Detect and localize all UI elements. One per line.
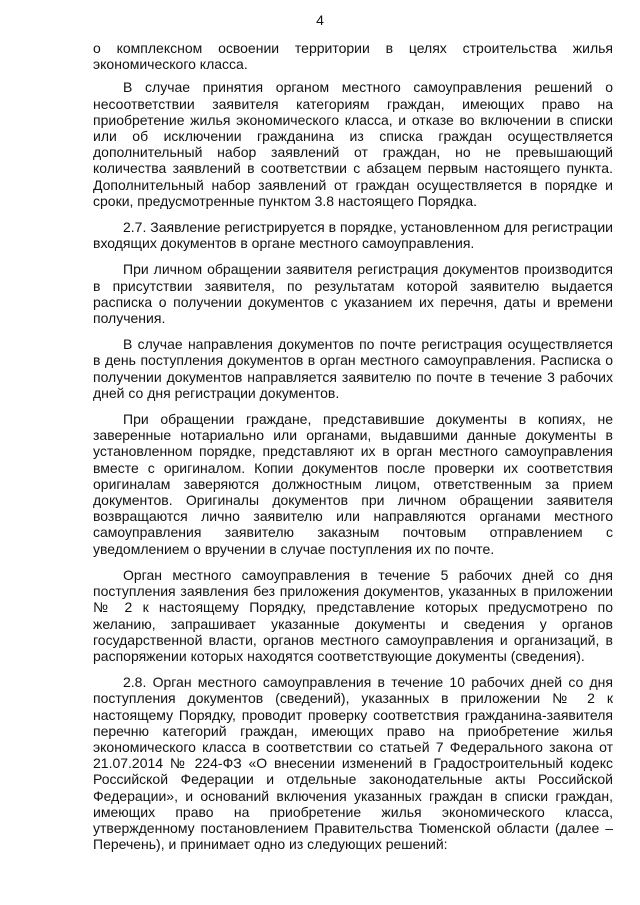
paragraph-postal-submission: В случае направления документов по почте регистрация осуществляется в день поступления документов в орган местного самоуправления. Расписка о получении документов направляется заявителю по почте в течение 3 рабочих дней со дня регистрации документов. bbox=[93, 336, 613, 401]
paragraph-2-8: 2.8. Орган местного самоуправления в течение 10 рабочих дней со дня поступления документов (сведений), указанных в приложении № 2 к настоящему Порядку, проводит проверку соответствия гражданина-заявителя перечню категорий граждан, имеющих право на приобретение жилья экономического класса в соответствии со статьей 7 Федерального закона от 21.07.2014 № 224-ФЗ «О внесении изменений в Градостроительный кодекс Российской Федерации и отдельные законодательные акты Российской Федерации», и оснований включения указанных граждан в списки граждан, имеющих право на приобретение жилья экономического класса, утвержденному постановлением Правительства Тюменской области (далее – Перечень), и принимает одно из следующих решений: bbox=[93, 674, 613, 853]
paragraph-copies: При обращении граждане, представившие документы в копиях, не заверенные нотариально или органами, выдавшими данные документы в установленном порядке, представляют их в орган местного самоуправления вместе с оригиналом. Копии документов после проверки их соответствия оригиналам заверяются должностным лицом, ответственным за прием документов. Оригиналы документов при личном обращении заявителя возвращаются лично заявителю или направляются органами местного самоуправления заявителю заказным почтовым отправлением с уведомлением о вручении в случае поступления их по почте. bbox=[93, 411, 613, 557]
paragraph-continuation: о комплексном освоении территории в целях строительства жилья экономического класса. bbox=[93, 40, 613, 73]
paragraph-additional-set: В случае принятия органом местного самоуправления решений о несоответствии заявителя категориям граждан, имеющих право на приобретение жилья экономического класса, и отказе во включении в списки или об исключении гражданина из списка граждан осуществляется дополнительный набор заявлений от граждан, но не превышающий количества заявлений в соответствии с абзацем первым настоящего пункта. Дополнительный набор заявлений от граждан осуществляется в порядке и сроки, предусмотренные пунктом 3.8 настоящего Порядка. bbox=[93, 79, 613, 209]
paragraph-requests: Орган местного самоуправления в течение 5 рабочих дней со дня поступления заявления без приложения документов, указанных в приложении № 2 к настоящему Порядку, представление которых предусмотрено по желанию, запрашивает указанные документы и сведения у органов государственной власти, органов местного самоуправления и организаций, в распоряжении которых находятся соответствующие документы (сведения). bbox=[93, 566, 613, 664]
paragraph-personal-appeal: При личном обращении заявителя регистрация документов производится в присутствии заявителя, по результатам которой заявителю выдается расписка о получении документов с указанием их перечня, даты и времени получения. bbox=[93, 261, 613, 327]
document-body bbox=[93, 40, 613, 859]
paragraph-2-7: 2.7. Заявление регистрируется в порядке, установленном для регистрации входящих документов в органе местного самоуправления. bbox=[93, 219, 613, 252]
page-number: 4 bbox=[316, 12, 324, 28]
